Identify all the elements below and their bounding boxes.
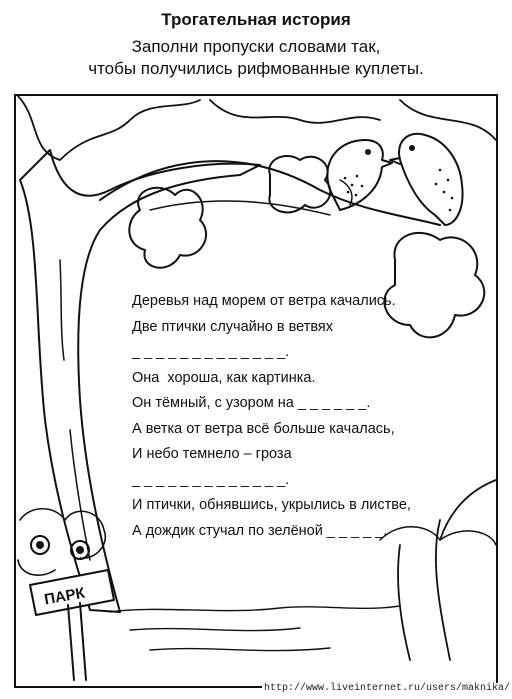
cliff-right (398, 480, 496, 660)
foliage-top (18, 96, 496, 160)
bird-right (390, 134, 463, 225)
page-title: Трогательная история (161, 10, 351, 29)
ground-lines (110, 606, 400, 651)
bird-left (327, 140, 392, 210)
poem-line: И небо темнело – гроза (132, 446, 292, 462)
poem-text (132, 289, 411, 544)
source-url: http://www.liveinternet.ru/users/maknika/ (264, 683, 511, 694)
poem-line: Две птички случайно в ветвях (132, 318, 333, 335)
poem-line: И птички, обнявшись, укрылись в листве, (132, 497, 411, 513)
flower-1 (31, 536, 49, 554)
poem-blank-line: _ _ _ _ _ _ _ _ _ _ _ _ _. (132, 344, 290, 360)
poem-line: Деревья над морем от ветра качались. (132, 293, 396, 309)
poem-blank-line: _ _ _ _ _ _ _ _ _ _ _ _ _. (132, 471, 290, 488)
flower-2 (71, 541, 89, 559)
instructions-line-2: чтобы получились рифмованные куплеты. (88, 59, 424, 78)
poem-line: Она хороша, как картинка. (132, 369, 316, 386)
poem-line: Он тёмный, с узором на _ _ _ _ _ _. (132, 395, 371, 411)
park-sign-label: ПАРК (43, 584, 87, 609)
tree-bark-lines (60, 260, 90, 560)
poem-line: А дождик стучал по зелёной _ _ _ _ _. (132, 522, 388, 539)
instructions-line-1: Заполни пропуски словами так, (131, 37, 381, 56)
leaf-cluster-2 (269, 156, 330, 212)
poem-line: А ветка от ветра всё больше качалась, (132, 420, 395, 437)
